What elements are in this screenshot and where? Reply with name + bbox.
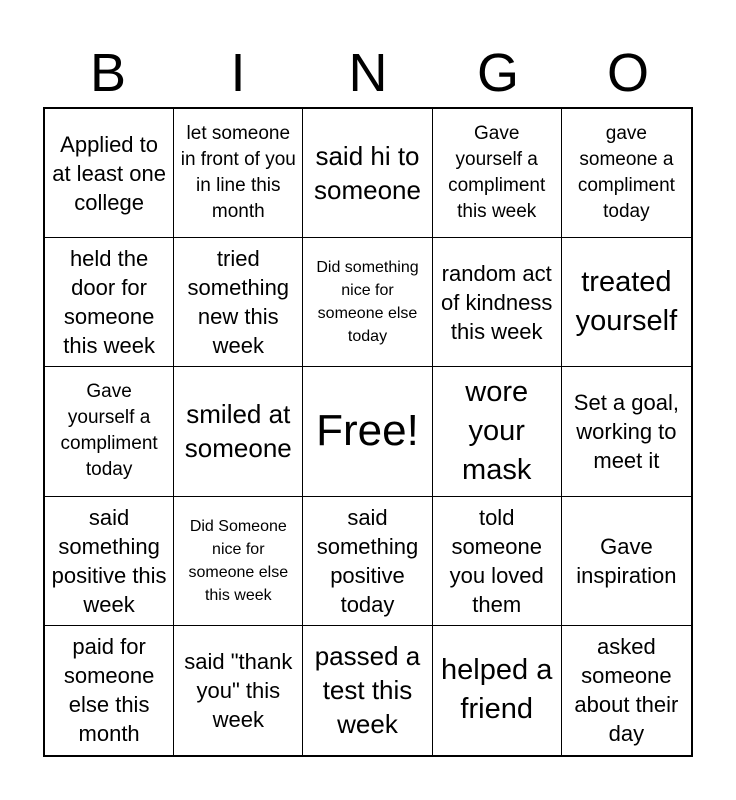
- bingo-cell-text: said "thank you" this week: [184, 648, 293, 732]
- bingo-cell-text: Gave yourself a compliment this week: [448, 123, 546, 223]
- header-letter-n: N: [348, 43, 388, 103]
- bingo-cell[interactable]: [433, 497, 562, 626]
- bingo-cell[interactable]: [562, 238, 691, 367]
- bingo-cell[interactable]: [303, 497, 432, 626]
- bingo-cell-text: said hi to someone: [314, 141, 421, 206]
- header-letter-b: B: [89, 43, 127, 103]
- bingo-cell[interactable]: [562, 367, 691, 496]
- bingo-cell[interactable]: [174, 109, 303, 238]
- bingo-cell[interactable]: [45, 109, 174, 238]
- bingo-cell[interactable]: [433, 626, 562, 755]
- bingo-cell[interactable]: [174, 626, 303, 755]
- bingo-cell-text: treated yourself: [575, 266, 678, 338]
- bingo-cell-text: tried something new this week: [187, 246, 290, 359]
- bingo-cell-text: Did Someone nice for someone else this week: [188, 517, 289, 604]
- bingo-cell-text: said something positive today: [316, 504, 419, 617]
- bingo-cell-text: paid for someone else this month: [63, 634, 155, 747]
- bingo-cell-text: asked someone about their day: [574, 634, 679, 747]
- bingo-cell-free-space[interactable]: [303, 367, 432, 496]
- bingo-header: [43, 40, 693, 106]
- bingo-cell-text: wore your mask: [462, 375, 532, 486]
- bingo-cell-text: passed a test this week: [314, 641, 421, 740]
- bingo-cell-text: held the door for someone this week: [63, 246, 155, 359]
- bingo-cell[interactable]: [45, 238, 174, 367]
- bingo-cell-text: Free!: [316, 406, 419, 456]
- bingo-cell[interactable]: [433, 238, 562, 367]
- bingo-cell[interactable]: [562, 497, 691, 626]
- bingo-cell-text: said something positive this week: [51, 504, 167, 617]
- bingo-cell-text: helped a friend: [441, 654, 553, 726]
- bingo-cell-text: Gave inspiration: [576, 533, 677, 588]
- bingo-cell-text: let someone in front of you in line this month: [180, 123, 296, 223]
- bingo-cell[interactable]: [433, 367, 562, 496]
- bingo-cell-text: Did something nice for someone else today: [316, 259, 419, 346]
- bingo-cell-text: Applied to at least one college: [52, 131, 166, 215]
- header-letter-o: O: [606, 43, 649, 103]
- bingo-cell[interactable]: [433, 109, 562, 238]
- bingo-cell[interactable]: [45, 497, 174, 626]
- bingo-cell[interactable]: [562, 109, 691, 238]
- bingo-cell-text: random act of kindness this week: [441, 260, 553, 344]
- header-letter-g: G: [476, 43, 519, 103]
- bingo-cell-text: gave someone a compliment today: [577, 123, 675, 223]
- bingo-board: [43, 107, 693, 757]
- header-letter-i: I: [230, 43, 246, 103]
- bingo-cell-text: Gave yourself a compliment today: [60, 381, 158, 481]
- bingo-cell-text: Set a goal, working to meet it: [573, 389, 679, 473]
- bingo-cell[interactable]: [303, 626, 432, 755]
- bingo-cell-text: told someone you loved them: [449, 504, 544, 617]
- bingo-cell[interactable]: [303, 109, 432, 238]
- bingo-cell[interactable]: [303, 238, 432, 367]
- bingo-cell[interactable]: [174, 238, 303, 367]
- bingo-cell[interactable]: [174, 367, 303, 496]
- bingo-cell[interactable]: [562, 626, 691, 755]
- bingo-cell[interactable]: [45, 626, 174, 755]
- bingo-cell[interactable]: [174, 497, 303, 626]
- bingo-cell[interactable]: [45, 367, 174, 496]
- bingo-cell-text: smiled at someone: [184, 399, 292, 464]
